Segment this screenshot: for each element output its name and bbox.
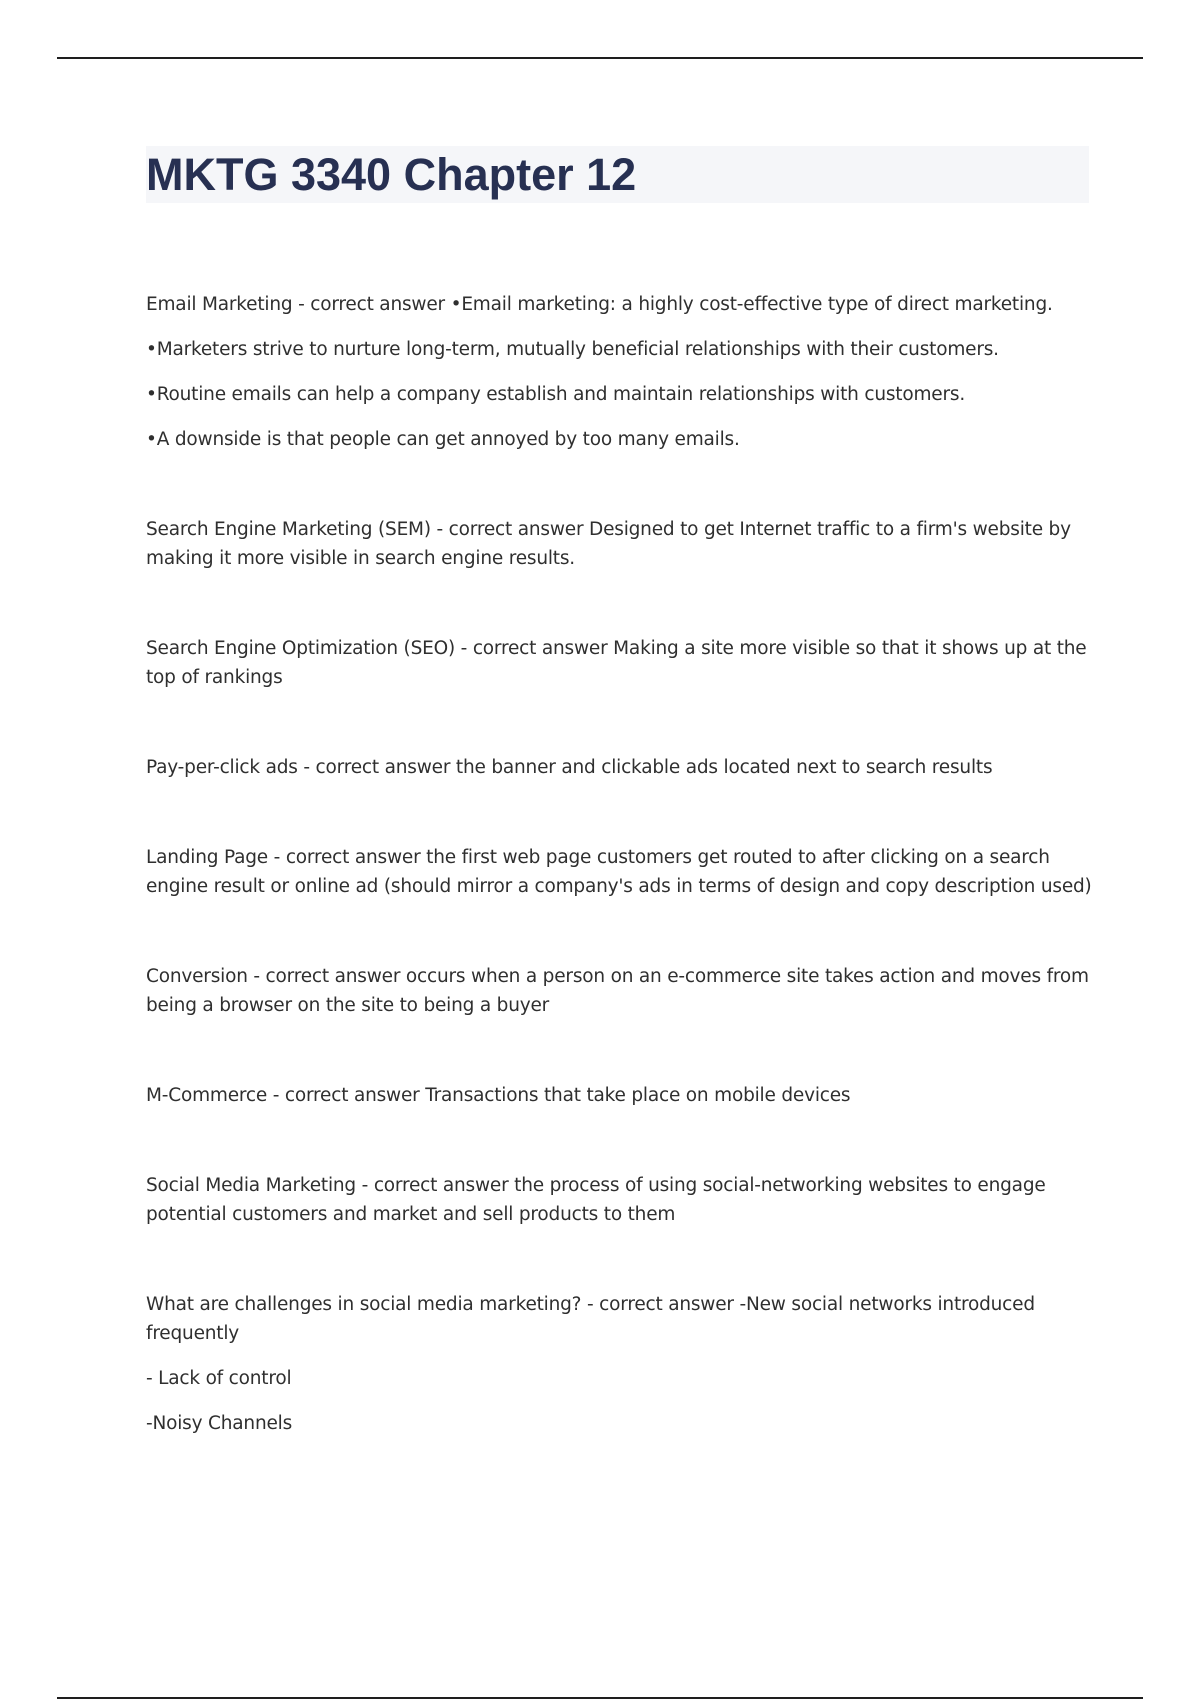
entry-social-media-challenges	[146, 1290, 1096, 1438]
entry-bullet: •A downside is that people can get annoyed by too many emails.	[146, 429, 740, 450]
entry-bullet: •Routine emails can help a company establish and maintain relationships with customers.	[146, 384, 965, 405]
document-body	[146, 290, 1096, 1499]
entry-social-media-marketing	[146, 1171, 1096, 1229]
entry-seo	[146, 634, 1096, 692]
entry-bullet: -Noisy Channels	[146, 1413, 293, 1434]
document-title: MKTG 3340 Chapter 12	[146, 149, 637, 200]
entry-conversion	[146, 962, 1096, 1020]
entry-text: Email Marketing - correct answer •Email marketing: a highly cost-effective type of direct marketing.	[146, 294, 1053, 315]
entry-text: Landing Page - correct answer the first web page customers get routed to after clicking on a search engine result or online ad (should mirror a company's ads in terms of design and copy description used)	[146, 847, 1092, 897]
entry-sem	[146, 515, 1096, 573]
entry-text: Social Media Marketing - correct answer the process of using social-networking websites to engage potential customers and market and sell products to them	[146, 1175, 1046, 1225]
entry-text: What are challenges in social media marketing? - correct answer -New social networks introduced frequently	[146, 1294, 1035, 1344]
top-rule	[57, 57, 1143, 59]
bottom-rule	[57, 1697, 1143, 1699]
entry-text: Conversion - correct answer occurs when a person on an e-commerce site takes action and moves from being a browser on the site to being a buyer	[146, 966, 1089, 1016]
entry-bullet: - Lack of control	[146, 1368, 292, 1389]
entry-email-marketing	[146, 290, 1096, 454]
entry-landing-page	[146, 843, 1096, 901]
entry-pay-per-click	[146, 753, 1096, 782]
entry-text: Pay-per-click ads - correct answer the banner and clickable ads located next to search results	[146, 757, 993, 778]
entry-text: Search Engine Marketing (SEM) - correct answer Designed to get Internet traffic to a firm's website by making it more visible in search engine results.	[146, 519, 1071, 569]
entry-bullet: •Marketers strive to nurture long-term, mutually beneficial relationships with their customers.	[146, 339, 999, 360]
entry-m-commerce	[146, 1081, 1096, 1110]
entry-text: Search Engine Optimization (SEO) - correct answer Making a site more visible so that it shows up at the top of rankings	[146, 638, 1087, 688]
entry-text: M-Commerce - correct answer Transactions that take place on mobile devices	[146, 1085, 851, 1106]
